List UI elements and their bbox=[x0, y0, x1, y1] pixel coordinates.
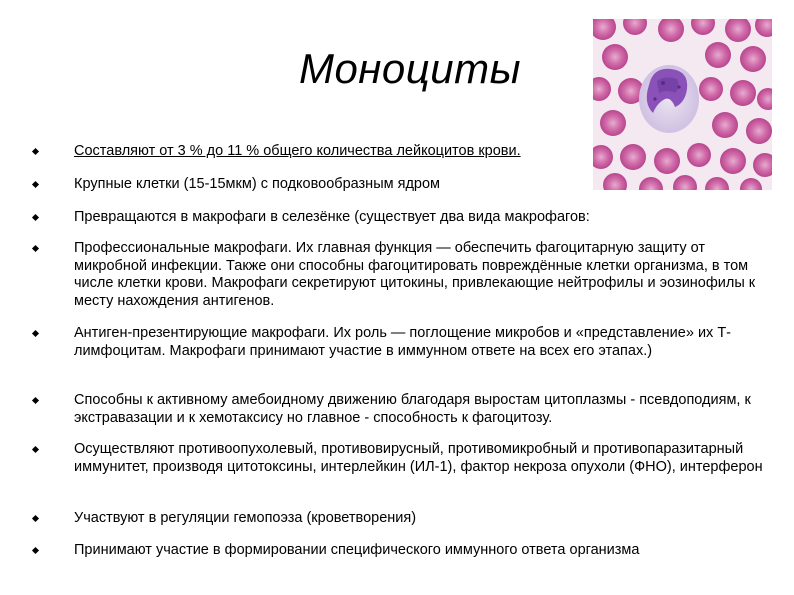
list-item bbox=[74, 176, 764, 194]
list-item bbox=[74, 325, 764, 360]
bullet-marker bbox=[32, 148, 39, 155]
bullet-text: Способны к активному амебоидному движению благодаря выростам цитоплазмы - псевдоподиям, к экстравазации и к хемотаксису но главное - способность к фагоцитозу. bbox=[74, 392, 751, 426]
list-item bbox=[74, 441, 764, 476]
bullet-marker bbox=[32, 515, 39, 522]
list-item bbox=[74, 392, 764, 427]
bullet-marker bbox=[32, 245, 39, 252]
bullet-text: Антиген-презентирующие макрофаги. Их роль — поглощение микробов и «представление» их Т-лимфоцитам. Макрофаги принимают участие в иммунном ответе на всех его этапах.) bbox=[74, 325, 732, 359]
list-item bbox=[74, 240, 764, 310]
bullet-text: Принимают участие в формировании специфического иммунного ответа организма bbox=[74, 542, 640, 558]
bullet-text: Крупные клетки (15-15мкм) с подковообразным ядром bbox=[74, 176, 441, 192]
bullet-marker bbox=[32, 397, 39, 404]
bullet-marker bbox=[32, 446, 39, 453]
bullet-marker bbox=[32, 330, 39, 337]
list-item bbox=[74, 542, 764, 560]
bullet-text: Участвуют в регуляции гемопоэза (кроветворения) bbox=[74, 510, 417, 526]
bullet-text: Превращаются в макрофаги в селезёнке (существует два вида макрофагов: bbox=[74, 209, 590, 225]
list-item bbox=[74, 209, 764, 227]
list-item bbox=[74, 510, 764, 528]
slide-title: Моноциты bbox=[298, 45, 522, 92]
bullet-marker bbox=[32, 214, 39, 221]
list-item bbox=[74, 143, 764, 161]
bullet-text: Осуществляют противоопухолевый, противовирусный, противомикробный и противопаразитарный иммунитет, производя цитотоксины, интерлейкин (ИЛ-1), фактор некроза опухоли (ФНО), интерферон bbox=[74, 441, 763, 475]
bullet-text: Составляют от 3 % до 11 % общего количества лейкоцитов крови. bbox=[74, 143, 521, 159]
bullet-text: Профессиональные макрофаги. Их главная функция — обеспечить фагоцитарную защиту от микробной инфекции. Также они способны фагоцитировать повреждённые клетки организма, в том числе клетки крови. Макрофаги секретируют цитокины, привлекающие нейтрофилы и эозинофилы к месту нахождения антигенов. bbox=[74, 240, 756, 309]
bullet-marker bbox=[32, 547, 39, 554]
bullet-marker bbox=[32, 181, 39, 188]
